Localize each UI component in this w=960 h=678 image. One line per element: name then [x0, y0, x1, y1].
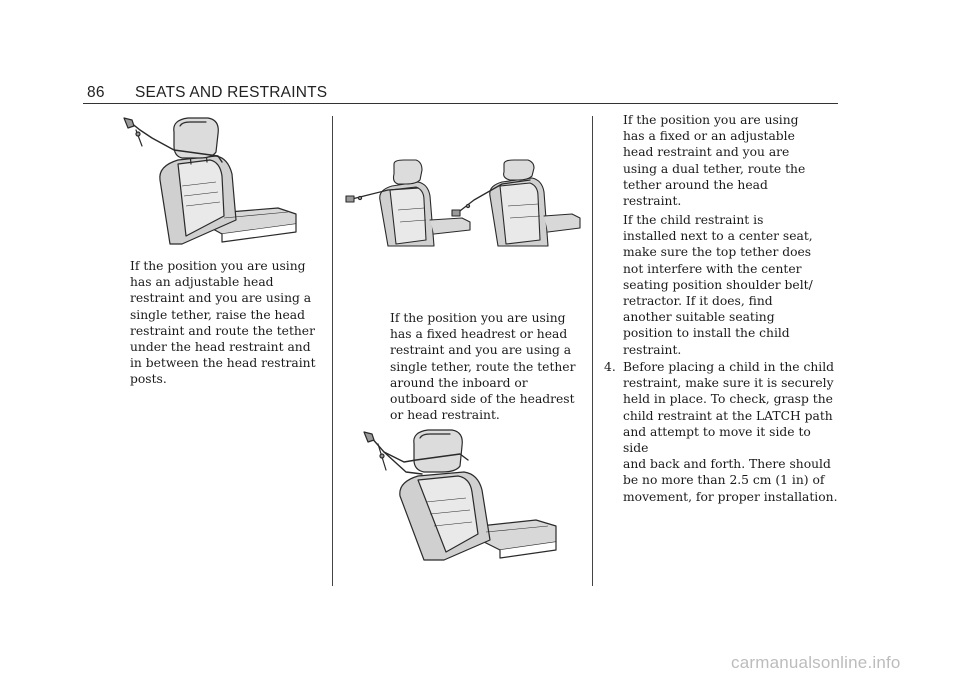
two-seats-tether-icon — [344, 160, 580, 246]
page-header — [83, 84, 839, 104]
watermark: carmanualsonline.info — [731, 653, 901, 672]
step-number: 4. — [604, 360, 616, 374]
step-text: Before placing a child in the child restraint, make sure it is securely held in place. To check, grasp the child restraint at the LATCH path and attempt to move it side to side and back and forth. There should be no more than 2.5 cm (1 in) of movement, for proper installation. — [623, 360, 838, 504]
header-rule — [83, 103, 838, 104]
center-seat-instruction: If the child restraint is installed next to a center seat, make sure the top tether does not interfere with the center seating position shoulder belt/ retractor. If it does, find another suitable seating position to install the child restraint. — [623, 213, 813, 357]
fixed-headrest-instruction: If the position you are using has a fixed headrest or head restraint and you are using a single tether, route the tether around the inboard or outboard side of the headrest or head restraint. — [390, 311, 576, 423]
dual-tether-instruction: If the position you are using has a fixed or an adjustable head restraint and you are using a dual tether, route the tether around the head restraint. — [623, 113, 806, 209]
seat-dual-tether-icon — [360, 430, 560, 560]
page-number: 86 — [87, 84, 105, 101]
column-divider-left — [332, 116, 333, 586]
adjustable-head-restraint-instruction: If the position you are using has an adjustable head restraint and you are using a single tether, raise the head restraint and route the tether under the head restraint and in between the head restraint posts. — [130, 259, 316, 387]
column-divider-right — [592, 116, 593, 586]
seat-single-tether-icon — [112, 116, 302, 244]
step-4 — [604, 359, 840, 504]
section-title: SEATS AND RESTRAINTS — [135, 84, 328, 101]
